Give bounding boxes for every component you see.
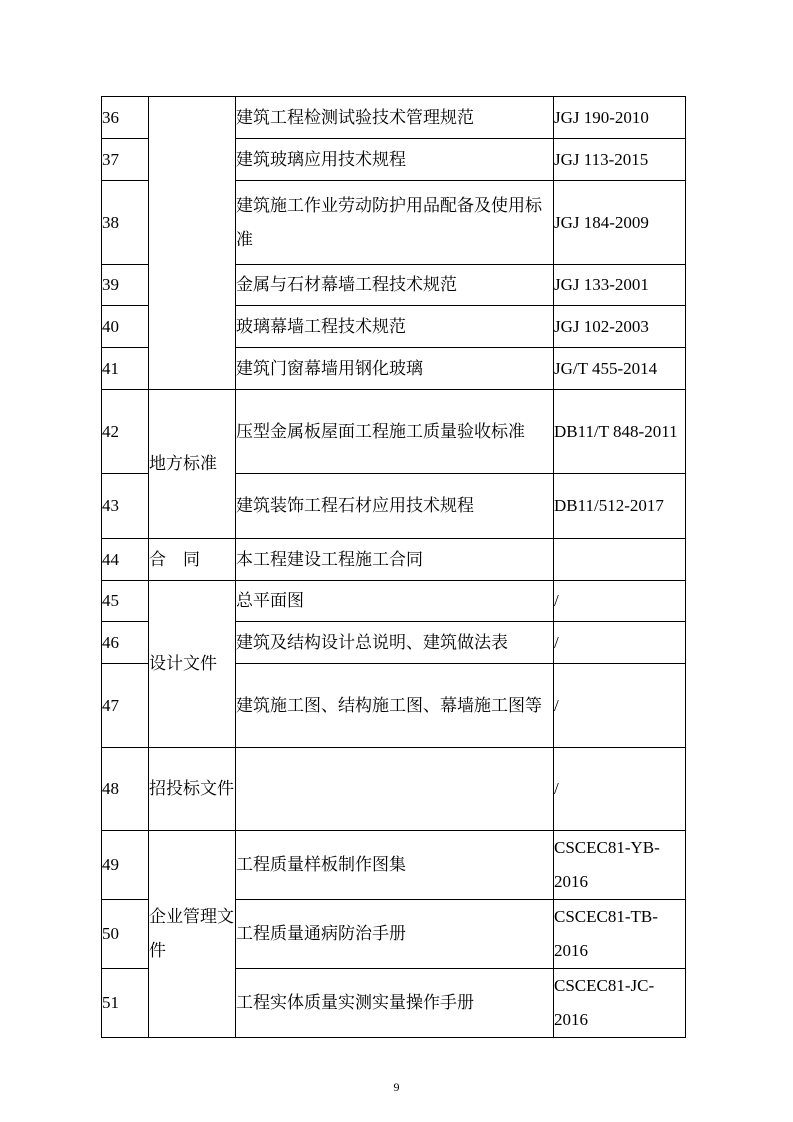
standard-name: 建筑施工图、结构施工图、幕墙施工图等 xyxy=(236,664,554,748)
category-local-standard: 地方标准 xyxy=(149,390,236,539)
row-number: 43 xyxy=(102,474,149,539)
row-number: 37 xyxy=(102,139,149,181)
standard-code: CSCEC81-TB-2016 xyxy=(554,900,686,969)
row-number: 38 xyxy=(102,181,149,265)
standard-code: DB11/512-2017 xyxy=(554,474,686,539)
standard-code: / xyxy=(554,581,686,622)
standard-name: 工程质量通病防治手册 xyxy=(236,900,554,969)
row-number: 41 xyxy=(102,348,149,390)
table-row xyxy=(102,581,686,622)
standard-name: 玻璃幕墙工程技术规范 xyxy=(236,306,554,348)
table-row xyxy=(102,748,686,831)
standard-name: 本工程建设工程施工合同 xyxy=(236,539,554,581)
category-bidding-docs: 招投标文件 xyxy=(149,748,236,831)
standard-code: / xyxy=(554,622,686,664)
standard-name: 建筑及结构设计总说明、建筑做法表 xyxy=(236,622,554,664)
row-number: 42 xyxy=(102,390,149,474)
row-number: 50 xyxy=(102,900,149,969)
table-row xyxy=(102,831,686,900)
standard-name: 金属与石材幕墙工程技术规范 xyxy=(236,265,554,306)
standard-code: JGJ 133-2001 xyxy=(554,265,686,306)
row-number: 36 xyxy=(102,97,149,139)
standard-code: JGJ 190-2010 xyxy=(554,97,686,139)
row-number: 45 xyxy=(102,581,149,622)
standard-name: 建筑装饰工程石材应用技术规程 xyxy=(236,474,554,539)
standard-name: 工程质量样板制作图集 xyxy=(236,831,554,900)
standards-table xyxy=(101,96,686,1038)
row-number: 44 xyxy=(102,539,149,581)
standard-code: JGJ 113-2015 xyxy=(554,139,686,181)
table-row xyxy=(102,390,686,474)
standard-code: CSCEC81-JC-2016 xyxy=(554,969,686,1038)
page-number: 9 xyxy=(393,1080,400,1094)
standard-code: / xyxy=(554,748,686,831)
category-design-docs: 设计文件 xyxy=(149,581,236,748)
table-row xyxy=(102,97,686,139)
row-number: 40 xyxy=(102,306,149,348)
standard-name: 建筑工程检测试验技术管理规范 xyxy=(236,97,554,139)
category-contract: 合 同 xyxy=(149,539,236,581)
standard-code: JG/T 455-2014 xyxy=(554,348,686,390)
row-number: 48 xyxy=(102,748,149,831)
standard-name: 建筑施工作业劳动防护用品配备及使用标准 xyxy=(236,181,554,265)
category-enterprise-docs: 企业管理文 件 xyxy=(149,831,236,1038)
standard-name: 工程实体质量实测实量操作手册 xyxy=(236,969,554,1038)
standard-code: JGJ 184-2009 xyxy=(554,181,686,265)
standard-code: JGJ 102-2003 xyxy=(554,306,686,348)
standard-name: 建筑玻璃应用技术规程 xyxy=(236,139,554,181)
standard-code xyxy=(554,539,686,581)
row-number: 51 xyxy=(102,969,149,1038)
row-number: 47 xyxy=(102,664,149,748)
table-row xyxy=(102,539,686,581)
row-number: 49 xyxy=(102,831,149,900)
standard-name: 总平面图 xyxy=(236,581,554,622)
standard-code: CSCEC81-YB-2016 xyxy=(554,831,686,900)
standard-name: 建筑门窗幕墙用钢化玻璃 xyxy=(236,348,554,390)
standard-name xyxy=(236,748,554,831)
category-cell-empty xyxy=(149,97,236,390)
row-number: 39 xyxy=(102,265,149,306)
standard-code: / xyxy=(554,664,686,748)
standard-name: 压型金属板屋面工程施工质量验收标准 xyxy=(236,390,554,474)
standard-code: DB11/T 848-2011 xyxy=(554,390,686,474)
row-number: 46 xyxy=(102,622,149,664)
